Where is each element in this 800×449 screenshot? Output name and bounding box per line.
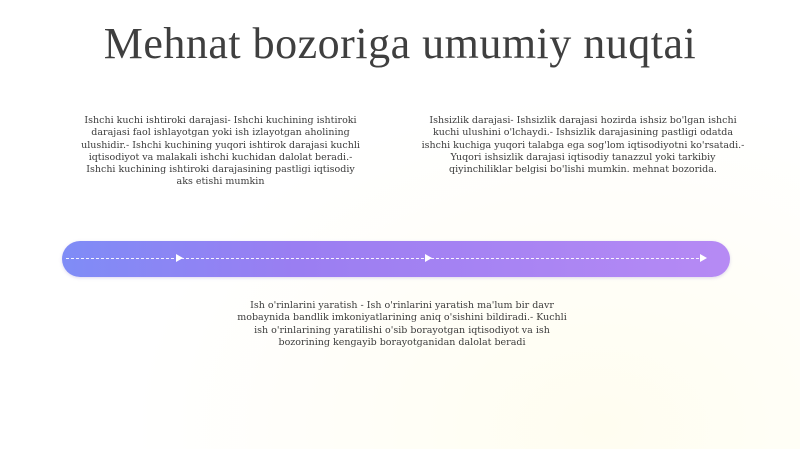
labor-participation-text: Ishchi kuchi ishtiroki darajasi- Ishchi kuchining ishtiroki darajasi faol ishlayotgan yoki ish izlayotgan aholining ulushidir.- Ishchi kuchining yuqori ishtirok darajasi kuchli iqtisodiyot va malakali ishchi kuchidan dalolat beradi.- Ishchi kuchining ishtiroki darajasining pastligi iqtisodiy aks etishi mumkin [81,115,360,188]
arrow-right-icon [425,254,432,262]
job-creation-text: Ish o'rinlarini yaratish - Ish o'rinlarini yaratish ma'lum bir davr mobaynida bandlik imkoniyatlarining aniq o'sishini bildiradi.- Kuchli ish o'rinlarining yaratilishi o'sib borayotgan iqtisodiyot va ish bozorining kengayib borayotganidan dalolat beradi [237,300,567,348]
slide-title: Mehnat bozoriga umumiy nuqtai [103,19,697,68]
arrow-right-icon [700,254,707,262]
unemployment-text: Ishsizlik darajasi- Ishsizlik darajasi hozirda ishsiz bo'lgan ishchi kuchi ulushini o'lchaydi.- Ishsizlik darajasining pastligi odatda ishchi kuchiga yuqori talabga ega sog'lom iqtisodiyotni ko'rsatadi.- Yuqori ishsizlik darajasi iqtisodiy tanazzul yoki tarkibiy qiyinchiliklar belgisi bo'lishi mumkin. mehnat bozorida. [421,115,745,176]
arrow-right-icon [176,254,183,262]
timeline-dashed-line [66,258,704,259]
timeline-bar [62,241,730,277]
